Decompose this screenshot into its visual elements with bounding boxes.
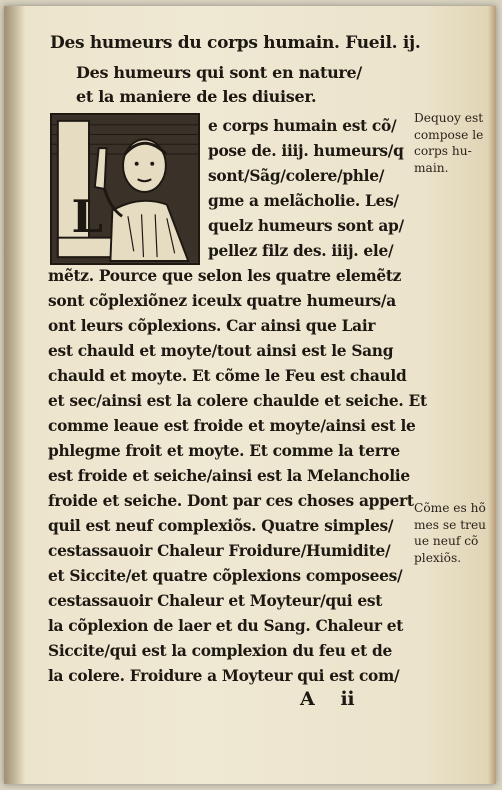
text-line: quelz humeurs sont ap/	[208, 217, 404, 235]
margin-note-line: main.	[414, 160, 449, 175]
text-line: comme leaue est froide et moyte/ainsi est le	[48, 417, 416, 435]
margin-note	[414, 500, 486, 566]
text-line: ont leurs cõplexions. Car ainsi que Lair	[48, 317, 376, 335]
margin-note-line: corps hu-	[414, 144, 472, 158]
text-line: la cõplexion de laer et du Sang. Chaleur et	[48, 617, 404, 635]
text-line: quil est neuf complexiõs. Quatre simples/	[48, 517, 394, 535]
chapter-title-line: et la maniere de les diuiser.	[76, 87, 317, 106]
text-line: pellez filz des. iiij. ele/	[208, 242, 394, 260]
text-line: mẽtz. Pource que selon les quatre elemẽtz	[48, 267, 402, 285]
initial-letter: L	[71, 189, 103, 243]
margin-note-line: Cõme es hõ	[414, 501, 486, 515]
signature-letter: A	[300, 688, 315, 710]
text-line: chauld et moyte. Et cõme le Feu est chauld	[48, 367, 407, 385]
margin-note-line: mes se treu	[414, 517, 487, 532]
text-line: froide et seiche. Dont par ces choses appert	[48, 492, 414, 510]
text-line: cestassauoir Chaleur et Moyteur/qui est	[48, 592, 383, 610]
text-line: gme a melãcholie. Les/	[208, 192, 399, 210]
running-header: Des humeurs du corps humain. Fueil. ij.	[50, 33, 421, 53]
margin-note-line: plexiõs.	[414, 550, 462, 565]
margin-note-line: ue neuf cõ	[414, 534, 479, 548]
text-line: et Siccite/et quatre cõplexions composees/	[48, 567, 403, 585]
woodcut-illustration	[52, 115, 198, 263]
margin-note	[414, 110, 483, 176]
text-line: phlegme froit et moyte. Et comme la terre	[48, 442, 400, 460]
text-line: sont/Sãg/colere/phle/	[208, 167, 385, 185]
text-line: est froide et seiche/ainsi est la Melancholie	[48, 467, 410, 485]
text-line: est chauld et moyte/tout ainsi est le Sang	[48, 342, 394, 360]
margin-note-line: compose le	[414, 127, 484, 142]
text-line: pose de. iiij. humeurs/q	[208, 142, 404, 160]
signature-mark	[300, 688, 380, 710]
woodcut-initial-letter	[50, 113, 200, 265]
chapter-title-line: Des humeurs qui sont en nature/	[76, 63, 362, 82]
text-line: e corps humain est cõ/	[208, 117, 397, 135]
text-line: cestassauoir Chaleur Froidure/Humidite/	[48, 542, 391, 560]
text-line: Siccite/qui est la complexion du feu et de	[48, 642, 392, 660]
spine-shadow	[4, 6, 26, 784]
text-line: sont cõplexiõnez iceulx quatre humeurs/a	[48, 292, 396, 310]
margin-note-line: Dequoy est	[414, 111, 484, 125]
page-edge	[488, 6, 496, 784]
signature-number: ii	[340, 688, 355, 710]
text-line: et sec/ainsi est la colere chaulde et seiche. Et	[48, 392, 427, 410]
text-line: la colere. Froidure a Moyteur qui est com/	[48, 667, 400, 685]
